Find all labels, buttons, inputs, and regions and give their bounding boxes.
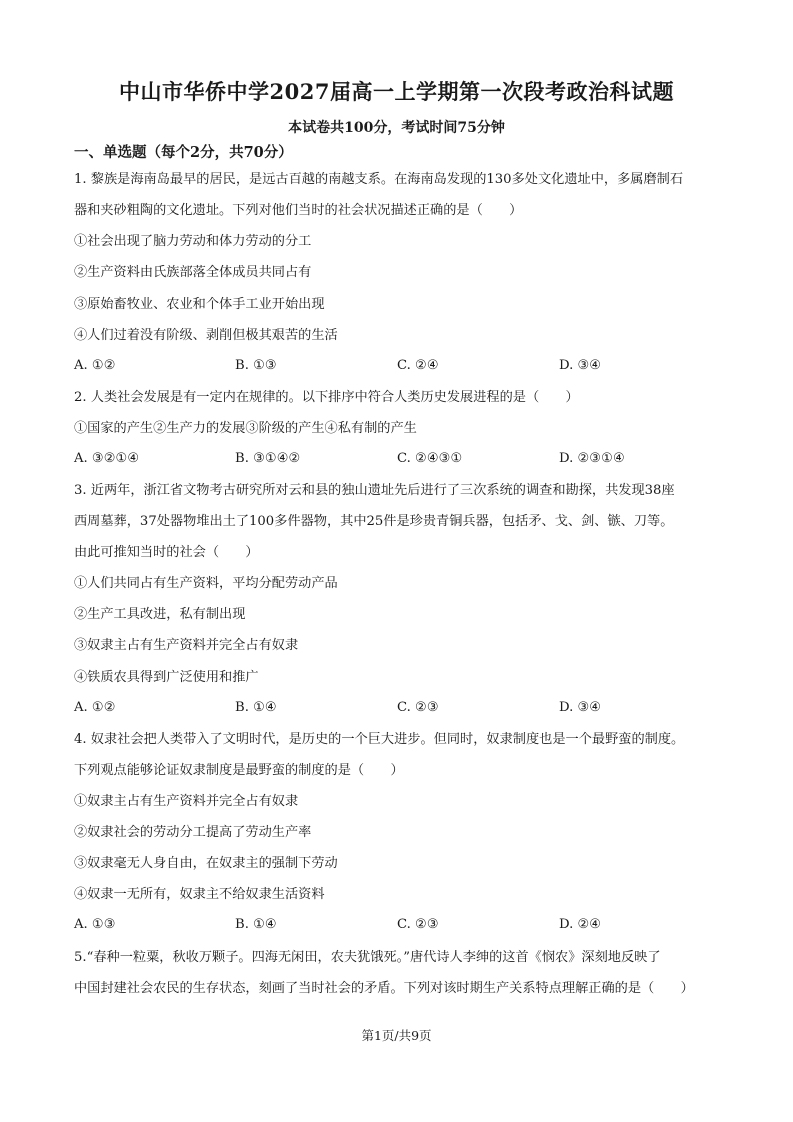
question-4-options <box>74 917 734 935</box>
option-a: A. ③②①④ <box>74 451 140 466</box>
question-1-item-4: ④人们过着没有阶级、剥削但极其艰苦的生活 <box>74 328 338 343</box>
option-a: A. ①③ <box>74 917 116 932</box>
question-3-stem-line-3: 由此可推知当时的社会（ ） <box>74 545 259 560</box>
question-4-stem-line-1: 4. 奴隶社会把人类带入了文明时代，是历史的一个巨大进步。但同时，奴隶制度也是一个最野蛮的制度。 <box>74 732 685 747</box>
option-d: D. ②④ <box>559 917 602 932</box>
question-2-item-1: ①国家的产生②生产力的发展③阶级的产生④私有制的产生 <box>74 421 417 436</box>
option-a: A. ①② <box>74 700 116 715</box>
question-1-stem-line-1: 1. 黎族是海南岛最早的居民，是远古百越的南越支系。在海南岛发现的130多处文化遗址中，多属磨制石 <box>74 172 684 187</box>
option-d: D. ③④ <box>559 358 602 373</box>
section-heading: 一、单选题（每个2分，共70分） <box>74 144 293 161</box>
question-4-item-4: ④奴隶一无所有，奴隶主不给奴隶生活资料 <box>74 887 325 902</box>
question-4-item-1: ①奴隶主占有生产资料并完全占有奴隶 <box>74 794 299 809</box>
question-3-item-4: ④铁质农具得到广泛使用和推广 <box>74 670 259 685</box>
question-2-stem-line-1: 2. 人类社会发展是有一定内在规律的。以下排序中符合人类历史发展进程的是（ ） <box>74 390 579 405</box>
question-1-item-1: ①社会出现了脑力劳动和体力劳动的分工 <box>74 234 312 249</box>
option-b: B. ①③ <box>235 358 277 373</box>
question-2-options <box>74 451 734 469</box>
page-number: 第1页/共9页 <box>361 1028 432 1043</box>
question-3-item-3: ③奴隶主占有生产资料并完全占有奴隶 <box>74 638 299 653</box>
question-5-stem-line-1: 5.“春种一粒粟，秋收万颗子。四海无闲田，农夫犹饿死。”唐代诗人李绅的这首《悯农》深刻地反映了 <box>74 950 661 965</box>
option-d: D. ②③①④ <box>559 451 625 466</box>
question-3-stem-line-2: 西周墓葬，37处器物堆出土了100多件器物，其中25件是珍贵青铜兵器，包括矛、戈、剑、镞、刀等。 <box>74 514 674 529</box>
option-b: B. ①④ <box>235 700 277 715</box>
question-5-stem-line-2: 中国封建社会农民的生存状态，刻画了当时社会的矛盾。下列对该时期生产关系特点理解正确的是（ ） <box>74 981 694 996</box>
question-3-stem-line-1: 3. 近两年，浙江省文物考古研究所对云和县的独山遗址先后进行了三次系统的调查和勘探，共发现38座 <box>74 483 675 498</box>
option-c: C. ②④③① <box>397 451 463 466</box>
question-3-item-1: ①人们共同占有生产资料，平均分配劳动产品 <box>74 576 338 591</box>
question-1-item-3: ③原始畜牧业、农业和个体手工业开始出现 <box>74 297 325 312</box>
option-c: C. ②③ <box>397 700 439 715</box>
question-3-item-2: ②生产工具改进，私有制出现 <box>74 607 246 622</box>
question-4-stem-line-2: 下列观点能够论证奴隶制度是最野蛮的制度的是（ ） <box>74 763 404 778</box>
option-b: B. ③①④② <box>235 451 301 466</box>
question-1-options <box>74 358 734 376</box>
exam-info: 本试卷共100分，考试时间75分钟 <box>288 120 505 136</box>
question-1-item-2: ②生产资料由氏族部落全体成员共同占有 <box>74 265 312 280</box>
question-4-item-2: ②奴隶社会的劳动分工提高了劳动生产率 <box>74 825 312 840</box>
option-b: B. ①④ <box>235 917 277 932</box>
option-d: D. ③④ <box>559 700 602 715</box>
option-c: C. ②③ <box>397 917 439 932</box>
page-title: 中山市华侨中学2027届高一上学期第一次段考政治科试题 <box>119 79 674 104</box>
question-4-item-3: ③奴隶毫无人身自由，在奴隶主的强制下劳动 <box>74 856 338 871</box>
question-3-options <box>74 700 734 718</box>
option-a: A. ①② <box>74 358 116 373</box>
question-1-stem-line-2: 器和夹砂粗陶的文化遗址。下列对他们当时的社会状况描述正确的是（ ） <box>74 203 523 218</box>
option-c: C. ②④ <box>397 358 439 373</box>
